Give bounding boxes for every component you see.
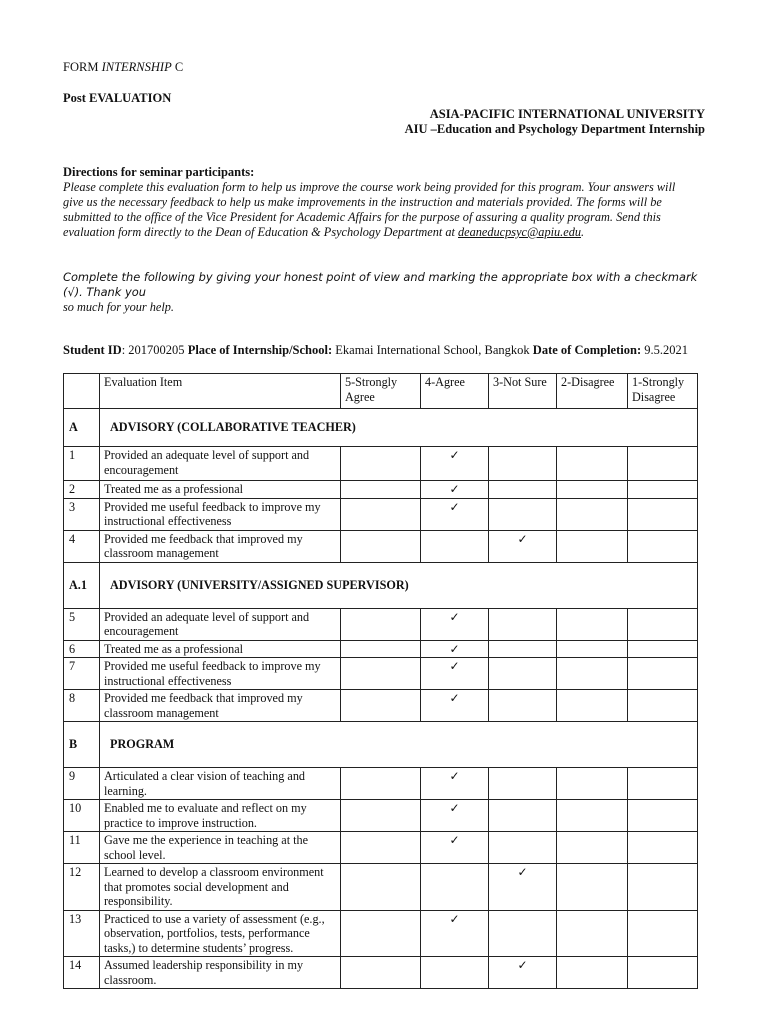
rating-cell-5[interactable] (341, 832, 421, 864)
rating-cell-1[interactable] (628, 957, 698, 989)
table-header-row (64, 374, 698, 409)
checkmark-icon: ✓ (449, 691, 460, 705)
section-title: PROGRAM (100, 722, 698, 768)
rating-cell-3[interactable] (489, 658, 557, 690)
table-row (64, 864, 698, 911)
evaluation-item-text: Treated me as a professional (100, 640, 341, 658)
section-row (64, 562, 698, 608)
directions-heading: Directions for seminar participants: (63, 165, 255, 179)
directions-line (63, 225, 708, 240)
rating-cell-3[interactable] (489, 800, 557, 832)
section-title: ADVISORY (COLLABORATIVE TEACHER) (100, 409, 698, 447)
table-row (64, 481, 698, 499)
student-id-value: : 201700205 (121, 343, 188, 357)
rating-cell-5[interactable] (341, 864, 421, 911)
email-suffix: . (581, 225, 585, 239)
item-number: 8 (64, 690, 100, 722)
directions-line: Please complete this evaluation form to help us improve the course work being provided for this program. Your answers will (63, 180, 676, 194)
rating-cell-1[interactable] (628, 640, 698, 658)
table-row (64, 530, 698, 562)
rating-cell-5[interactable] (341, 640, 421, 658)
item-number: 14 (64, 957, 100, 989)
header-cell-strongly-disagree: 1-Strongly Disagree (628, 374, 698, 409)
rating-cell-5[interactable] (341, 658, 421, 690)
completion-line-2: so much for your help. (63, 300, 175, 314)
evaluation-item-text: Enabled me to evaluate and reflect on my practice to improve instruction. (100, 800, 341, 832)
directions-line: give us the necessary feedback to help us make improvements in the instruction and materials provided. The forms will be (63, 195, 662, 209)
rating-cell-3[interactable] (489, 864, 557, 911)
rating-cell-1[interactable] (628, 658, 698, 690)
rating-cell-5[interactable] (341, 910, 421, 957)
rating-cell-1[interactable] (628, 481, 698, 499)
checkmark-icon: ✓ (517, 958, 528, 972)
table-row (64, 658, 698, 690)
checkmark-icon: ✓ (449, 609, 460, 624)
evaluation-item-text: Assumed leadership responsibility in my classroom. (100, 957, 341, 989)
rating-cell-4[interactable] (421, 530, 489, 562)
evaluation-item-text: Provided an adequate level of support and encouragement (100, 447, 341, 481)
student-info-line (63, 343, 688, 358)
rating-cell-1[interactable] (628, 800, 698, 832)
rating-cell-1[interactable] (628, 864, 698, 911)
table-row (64, 800, 698, 832)
evaluation-item-text: Provided an adequate level of support and encouragement (100, 608, 341, 640)
item-number: 4 (64, 530, 100, 562)
completion-instructions (63, 270, 708, 315)
header-cell-not-sure: 3-Not Sure (489, 374, 557, 409)
evaluation-item-text: Articulated a clear vision of teaching and learning. (100, 768, 341, 800)
form-label-suffix: C (171, 60, 184, 74)
table-row (64, 768, 698, 800)
rating-cell-5[interactable] (341, 768, 421, 800)
item-number: 5 (64, 608, 100, 640)
rating-cell-2[interactable] (557, 608, 628, 640)
rating-cell-2[interactable] (557, 768, 628, 800)
rating-cell-2[interactable] (557, 640, 628, 658)
header-cell-agree: 4-Agree (421, 374, 489, 409)
rating-cell-5[interactable] (341, 800, 421, 832)
rating-cell-4[interactable] (421, 608, 489, 640)
section-code: B (64, 722, 100, 768)
rating-cell-2[interactable] (557, 447, 628, 481)
evaluation-item-text: Provided me useful feedback to improve my instructional effectiveness (100, 498, 341, 530)
checkmark-icon: ✓ (449, 911, 460, 926)
date-value: 9.5.2021 (641, 343, 688, 357)
section-code: A.1 (64, 562, 100, 608)
table-row (64, 832, 698, 864)
item-number: 13 (64, 910, 100, 957)
rating-cell-4[interactable] (421, 957, 489, 989)
rating-cell-4[interactable] (421, 910, 489, 957)
header-cell-strongly-agree: 5-Strongly Agree (341, 374, 421, 409)
rating-cell-3[interactable] (489, 447, 557, 481)
rating-cell-2[interactable] (557, 498, 628, 530)
rating-cell-4[interactable] (421, 481, 489, 499)
rating-cell-3[interactable] (489, 957, 557, 989)
table-row (64, 498, 698, 530)
checkmark-icon: ✓ (449, 641, 460, 656)
table-row (64, 690, 698, 722)
item-number: 11 (64, 832, 100, 864)
date-label: Date of Completion: (532, 343, 642, 357)
rating-cell-2[interactable] (557, 481, 628, 499)
evaluation-item-text: Practiced to use a variety of assessment (e.g., observation, portfolios, tests, performance tasks,) to determine students’ progress. (100, 910, 341, 957)
rating-cell-1[interactable] (628, 608, 698, 640)
rating-cell-3[interactable] (489, 530, 557, 562)
rating-cell-2[interactable] (557, 910, 628, 957)
header-cell-disagree: 2-Disagree (557, 374, 628, 409)
rating-cell-4[interactable] (421, 640, 489, 658)
table-row (64, 608, 698, 640)
rating-cell-4[interactable] (421, 768, 489, 800)
rating-cell-4[interactable] (421, 447, 489, 481)
table-row (64, 910, 698, 957)
item-number: 12 (64, 864, 100, 911)
rating-cell-5[interactable] (341, 481, 421, 499)
place-value: Ekamai International School, Bangkok (332, 343, 533, 357)
item-number: 7 (64, 658, 100, 690)
rating-cell-4[interactable] (421, 832, 489, 864)
rating-cell-4[interactable] (421, 864, 489, 911)
checkmark-icon: ✓ (449, 659, 460, 673)
rating-cell-2[interactable] (557, 690, 628, 722)
rating-cell-1[interactable] (628, 768, 698, 800)
rating-cell-5[interactable] (341, 957, 421, 989)
evaluation-item-text: Provided me feedback that improved my classroom management (100, 530, 341, 562)
checkmark-icon: ✓ (449, 833, 460, 847)
rating-cell-5[interactable] (341, 530, 421, 562)
rating-cell-1[interactable] (628, 910, 698, 957)
rating-cell-2[interactable] (557, 832, 628, 864)
post-evaluation-label: Post EVALUATION (63, 91, 172, 105)
evaluation-item-text: Treated me as a professional (100, 481, 341, 499)
university-name: ASIA-PACIFIC INTERNATIONAL UNIVERSITY (429, 107, 705, 121)
rating-cell-3[interactable] (489, 910, 557, 957)
rating-cell-1[interactable] (628, 690, 698, 722)
form-label (63, 60, 183, 75)
rating-cell-3[interactable] (489, 768, 557, 800)
table-row (64, 447, 698, 481)
evaluation-item-text: Learned to develop a classroom environment that promotes social development and responsibility. (100, 864, 341, 911)
checkmark-icon: ✓ (517, 531, 528, 546)
evaluation-table-body (64, 374, 698, 989)
rating-cell-5[interactable] (341, 608, 421, 640)
rating-cell-3[interactable] (489, 608, 557, 640)
department-name: AIU –Education and Psychology Department Internship (404, 122, 705, 136)
rating-cell-2[interactable] (557, 957, 628, 989)
section-title: ADVISORY (UNIVERSITY/ASSIGNED SUPERVISOR) (100, 562, 698, 608)
evaluation-table (63, 373, 698, 989)
checkmark-icon: ✓ (449, 801, 460, 815)
rating-cell-2[interactable] (557, 800, 628, 832)
rating-cell-1[interactable] (628, 530, 698, 562)
table-row (64, 640, 698, 658)
dean-email-link[interactable]: deaneducpsyc@apiu.edu (458, 225, 581, 239)
header-cell-item: Evaluation Item (100, 374, 341, 409)
place-label: Place of Internship/School: (187, 343, 333, 357)
section-row (64, 722, 698, 768)
rating-cell-3[interactable] (489, 481, 557, 499)
evaluation-item-text: Gave me the experience in teaching at the school level. (100, 832, 341, 864)
rating-cell-3[interactable] (489, 832, 557, 864)
rating-cell-3[interactable] (489, 690, 557, 722)
directions-line: submitted to the office of the Vice President for Academic Affairs for the purpose of assuring a quality program. Send this (63, 210, 661, 224)
item-number: 9 (64, 768, 100, 800)
evaluation-item-text: Provided me useful feedback to improve my instructional effectiveness (100, 658, 341, 690)
checkmark-icon: ✓ (449, 769, 460, 783)
rating-cell-1[interactable] (628, 832, 698, 864)
checkmark-icon: ✓ (449, 499, 460, 514)
checkmark-icon: ✓ (449, 448, 460, 462)
completion-line-1: Complete the following by giving your honest point of view and marking the appropriate box with a checkmark (√). Thank you (63, 270, 698, 299)
rating-cell-2[interactable] (557, 864, 628, 911)
evaluation-item-text: Provided me feedback that improved my classroom management (100, 690, 341, 722)
item-number: 10 (64, 800, 100, 832)
header-cell-number (64, 374, 100, 409)
rating-cell-4[interactable] (421, 690, 489, 722)
rating-cell-5[interactable] (341, 447, 421, 481)
directions-text (63, 180, 708, 240)
item-number: 6 (64, 640, 100, 658)
item-number: 1 (64, 447, 100, 481)
rating-cell-1[interactable] (628, 447, 698, 481)
rating-cell-4[interactable] (421, 658, 489, 690)
item-number: 3 (64, 498, 100, 530)
checkmark-icon: ✓ (517, 865, 528, 879)
rating-cell-3[interactable] (489, 498, 557, 530)
rating-cell-5[interactable] (341, 690, 421, 722)
checkmark-icon: ✓ (449, 482, 460, 496)
rating-cell-2[interactable] (557, 530, 628, 562)
rating-cell-4[interactable] (421, 498, 489, 530)
section-row (64, 409, 698, 447)
item-number: 2 (64, 481, 100, 499)
rating-cell-2[interactable] (557, 658, 628, 690)
student-id-label: Student ID (63, 343, 122, 357)
form-label-prefix: FORM (63, 60, 102, 74)
form-label-italic: INTERNSHIP (101, 60, 172, 74)
rating-cell-4[interactable] (421, 800, 489, 832)
directions-line-text: evaluation form directly to the Dean of Education & Psychology Department at (63, 225, 459, 239)
rating-cell-3[interactable] (489, 640, 557, 658)
rating-cell-5[interactable] (341, 498, 421, 530)
table-row (64, 957, 698, 989)
rating-cell-1[interactable] (628, 498, 698, 530)
section-code: A (64, 409, 100, 447)
